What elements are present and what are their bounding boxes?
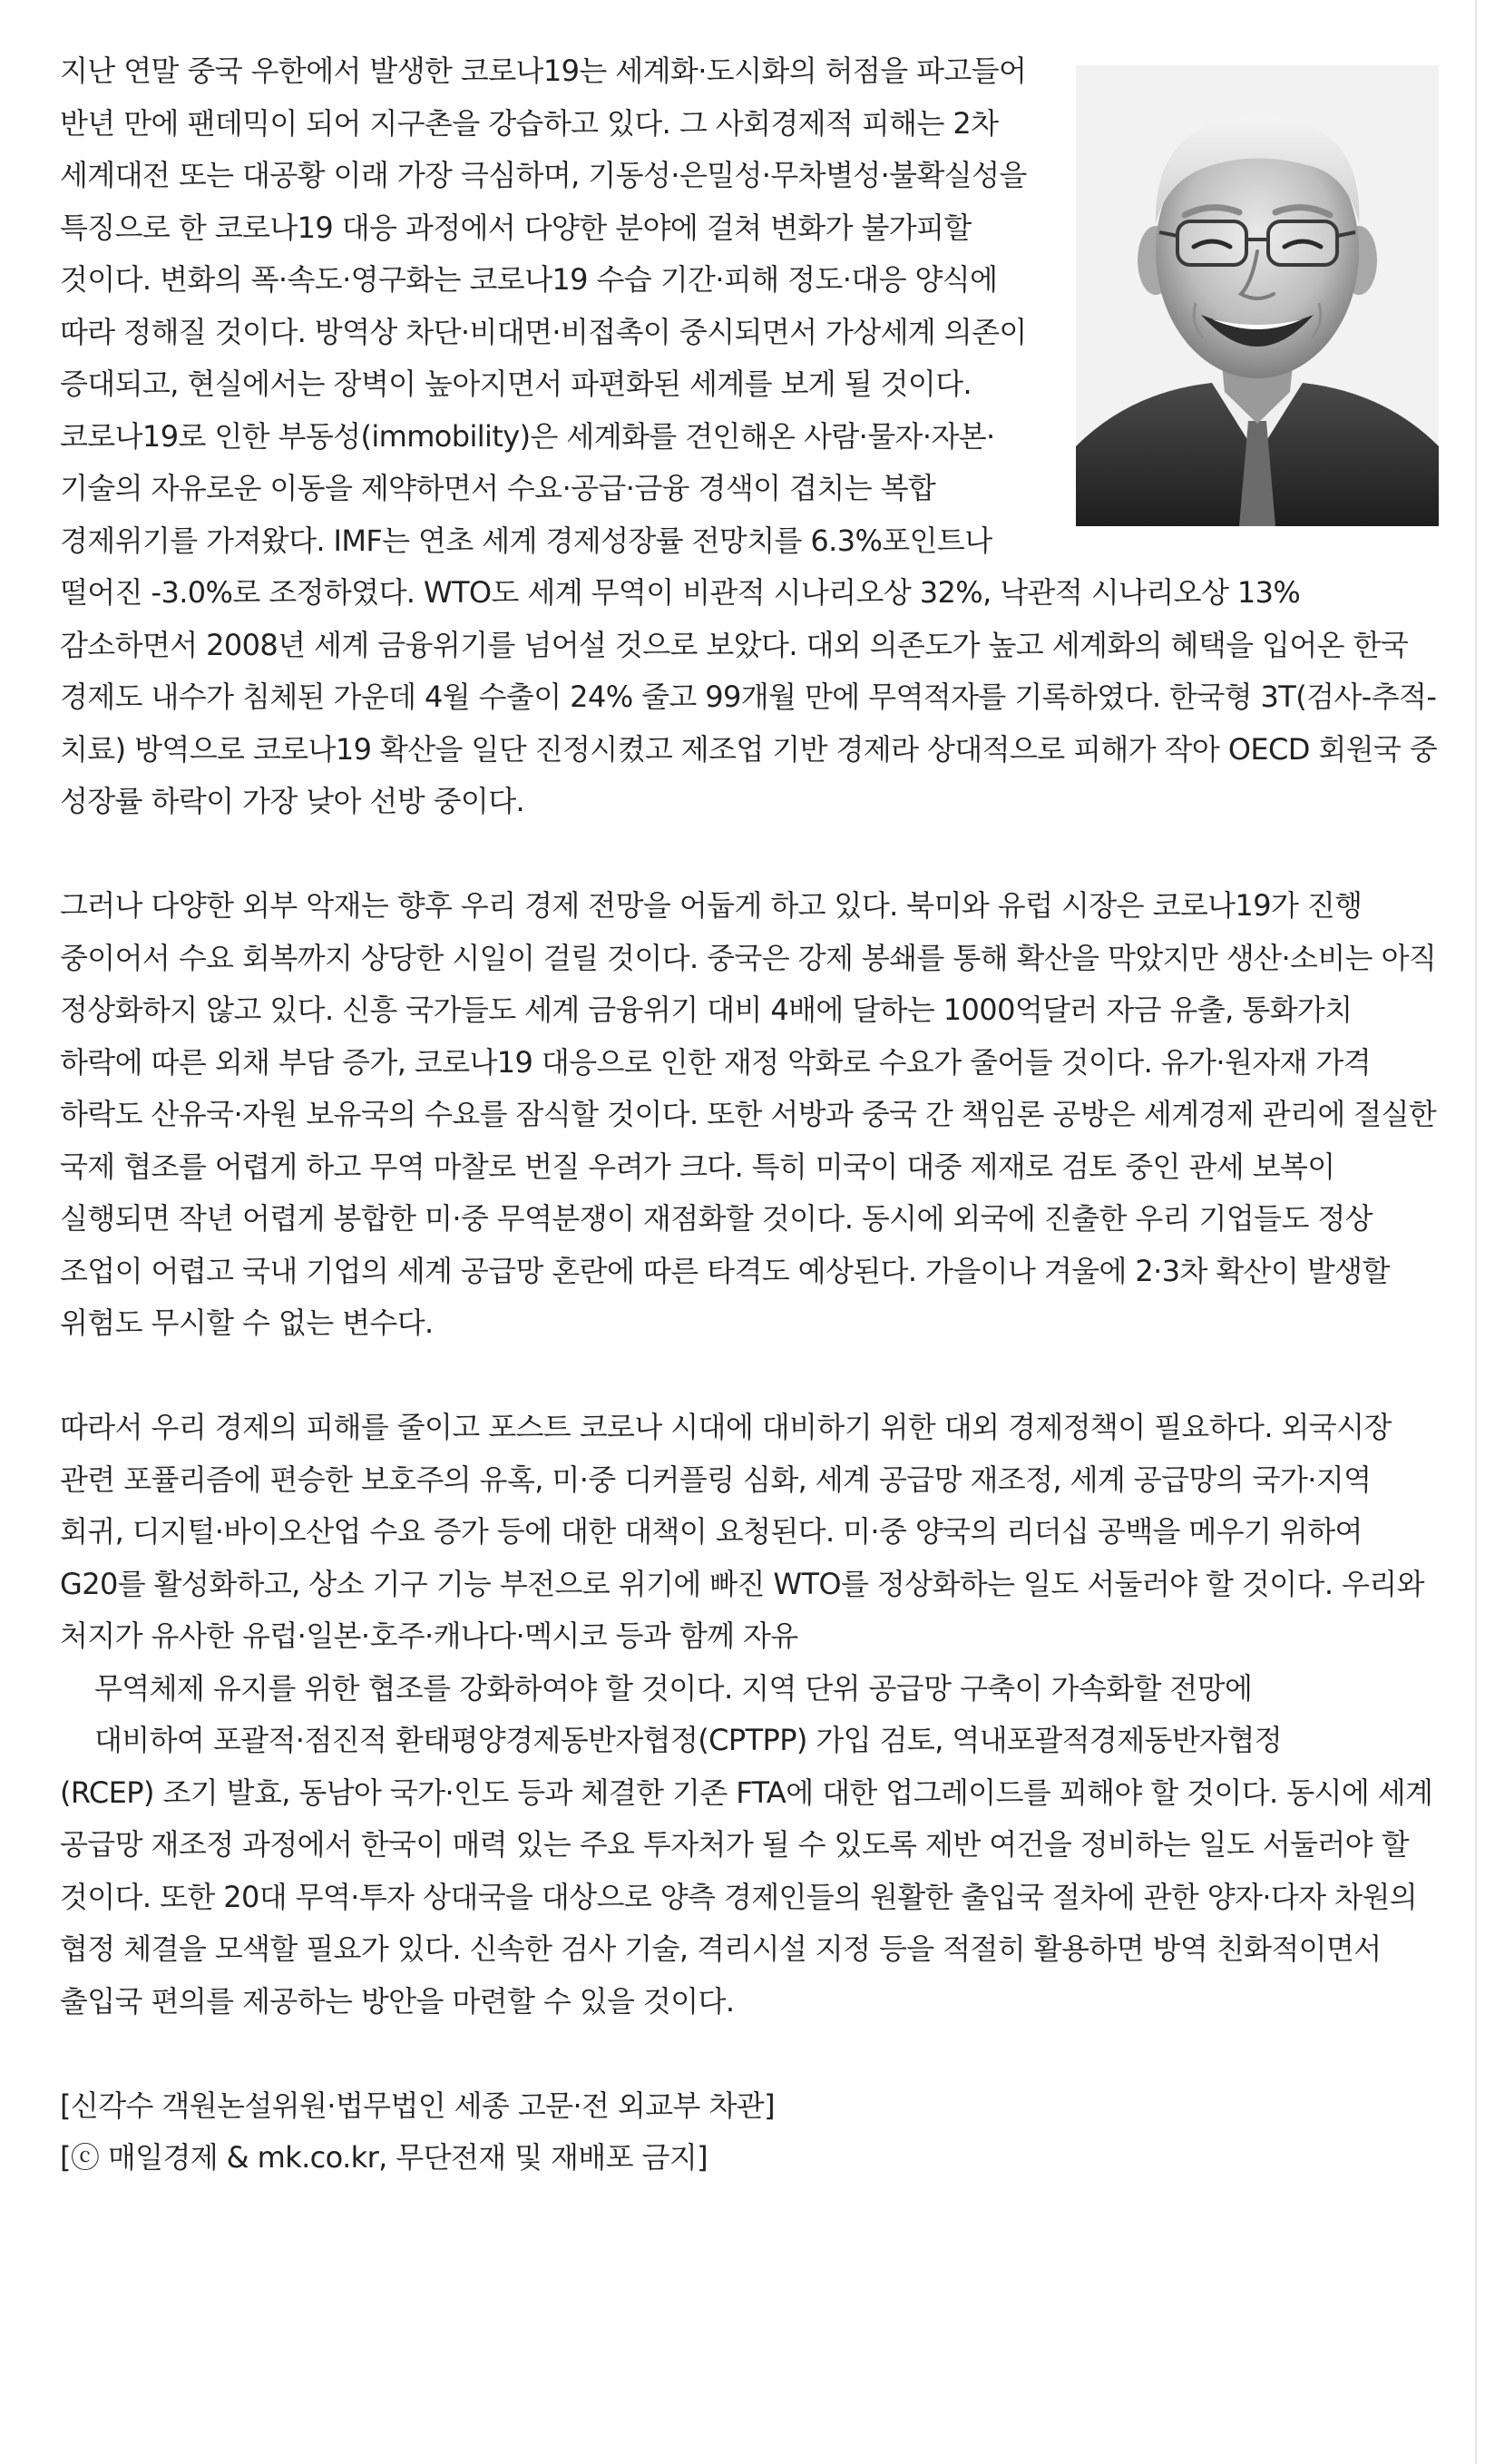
article-paragraph-4: 따라서 우리 경제의 피해를 줄이고 포스트 코로나 시대에 대비하기 위한 대외 경제정책이 필요하다. 외국시장 관련 포퓰리즘에 편승한 보호주의 유혹, 미·중 디커플링 심화, 세계 공급망 재조정, 세계 공급망의 국가·지역 회귀, 디지털·바이오산업 수요 증가 등에 대한 대책이 요청된다. 미·중 양국의 리더십 공백을 메우기 위하여 G20를 활성화하고, 상소 기구 기능 부전으로 위기에 빠진 WTO를 정상화하는 일도 서둘러야 할 것이다. 우리와 처지가 유사한 유럽·일본·호주·캐나다·멕시코 등과 함께 자유 — [60, 1410, 1424, 1653]
author-byline: [신각수 객원논설위원·법무법인 세종 고문·전 외교부 차관] — [60, 2088, 775, 2123]
article-paragraph-2: 코로나19로 인한 부동성(immobility)은 세계화를 견인해온 사람·물자·자본·기술의 자유로운 이동을 제약하면서 수요·공급·금융 경색이 겹치는 복합 경제위기를 가져왔다. IMF는 연초 세계 경제성장률 전망치를 6.3%포인트나 떨어진 -3.0%로 조정하였다. WTO도 세계 무역이 비관적 시나리오상 32%, 낙관적 시나리오상 13% 감소하면서 2008년 세계 금융위기를 넘어설 것으로 보았다. 대외 의존도가 높고 세계화의 혜택을 입어온 한국 경제도 내수가 침체된 가운데 4월 수출이 24% 줄고 99개월 만에 무역적자를 기록하였다. 한국형 3T(검사-추적-치료) 방역으로 코로나19 확산을 일단 진정시켰고 제조업 기반 경제라 상대적으로 피해가 작아 OECD 회원국 중 성장률 하락이 가장 낮아 선방 중이다. — [60, 418, 1438, 818]
article-paragraph-1: 지난 연말 중국 우한에서 발생한 코로나19는 세계화·도시화의 허점을 파고들어 반년 만에 팬데믹이 되어 지구촌을 강습하고 있다. 그 사회경제적 피해는 2차 세계대전 또는 대공황 이래 가장 극심하며, 기동성·은밀성·무차별성·불확실성을 특징으로 한 코로나19 대응 과정에서 다양한 분야에 걸쳐 변화가 불가피할 것이다. 변화의 폭·속도·영구화는 코로나19 수습 기간·피해 정도·대응 양식에 따라 정해질 것이다. 방역상 차단·비대면·비접촉이 중시되면서 가상세계 의존이 증대되고, 현실에서는 장벽이 높아지면서 파편화된 세계를 보게 될 것이다. — [60, 54, 1027, 401]
paragraph-spacer — [60, 2028, 1439, 2080]
copyright-notice: [ⓒ 매일경제 & mk.co.kr, 무단전재 및 재배포 금지] — [60, 2140, 708, 2175]
article-paragraph-5: (RCEP) 조기 발효, 동남아 국가·인도 등과 체결한 기존 FTA에 대한 업그레이드를 꾀해야 할 것이다. 동시에 세계 공급망 재조정 과정에서 한국이 매력 있는 주요 투자처가 될 수 있도록 제반 여건을 정비하는 일도 서둘러야 할 것이다. 또한 20대 무역·투자 상대국을 대상으로 양측 경제인들의 원활한 출입국 절차에 관한 양자·다자 차원의 협정 체결을 모색할 필요가 있다. 신속한 검사 기술, 격리시설 지정 등을 적절히 활용하면 방역 친화적이면서 출입국 편의를 제공하는 방안을 마련할 수 있을 것이다. — [60, 1775, 1433, 2019]
article-body — [60, 45, 1439, 2185]
author-portrait-image — [1076, 65, 1439, 526]
article-indented-line-1: 무역체제 유지를 위한 협조를 강화하여야 할 것이다. 지역 단위 공급망 구축이 가속화할 전망에 — [94, 1670, 1253, 1706]
author-photo — [1076, 65, 1439, 526]
page-edge-rule — [1475, 0, 1477, 2464]
paragraph-spacer — [60, 828, 1439, 881]
article-paragraph-3: 그러나 다양한 외부 악재는 향후 우리 경제 전망을 어둡게 하고 있다. 북미와 유럽 시장은 코로나19가 진행 중이어서 수요 회복까지 상당한 시일이 걸릴 것이다. 중국은 강제 봉쇄를 통해 확산을 막았지만 생산·소비는 아직 정상화하지 않고 있다. 신흥 국가들도 세계 금융위기 대비 4배에 달하는 1000억달러 자금 유출, 통화가치 하락에 따른 외채 부담 증가, 코로나19 대응으로 인한 재정 악화로 수요가 줄어들 것이다. 유가·원자재 가격 하락도 산유국·자원 보유국의 수요를 잠식할 것이다. 또한 서방과 중국 간 책임론 공방은 세계경제 관리에 절실한 국제 협조를 어렵게 하고 무역 마찰로 번질 우려가 크다. 특히 미국이 대중 제재로 검토 중인 관세 보복이 실행되면 작년 어렵게 봉합한 미·중 무역분쟁이 재점화할 것이다. 동시에 외국에 진출한 우리 기업들도 정상 조업이 어렵고 국내 기업의 세계 공급망 혼란에 따른 타격도 예상된다. 가을이나 겨울에 2·3차 확산이 발생할 위험도 무시할 수 없는 변수다. — [60, 888, 1437, 1340]
paragraph-spacer — [60, 1350, 1439, 1403]
article-indented-line-2: 대비하여 포괄적·점진적 환태평양경제동반자협정(CPTPP) 가입 검토, 역내포괄적경제동반자협정 — [94, 1723, 1283, 1757]
